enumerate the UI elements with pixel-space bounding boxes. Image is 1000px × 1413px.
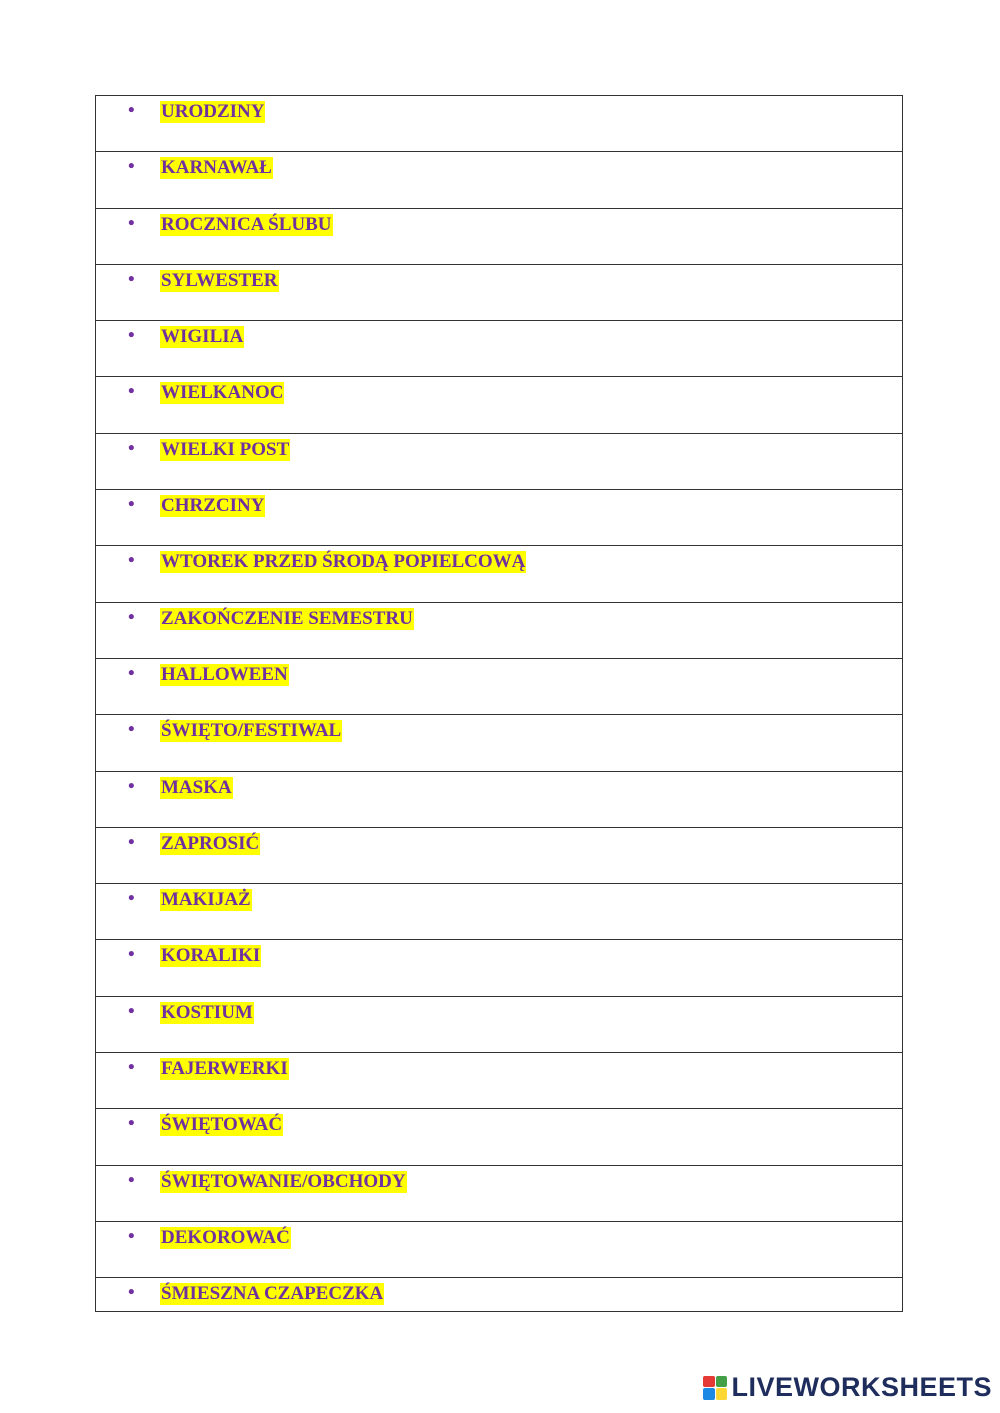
- logo-tile-red: [703, 1376, 715, 1388]
- vocabulary-term: ŚMIESZNA CZAPECZKA: [161, 1283, 384, 1305]
- vocabulary-term: CHRZCINY: [161, 495, 265, 517]
- vocabulary-term: ZAPROSIĆ: [161, 832, 260, 854]
- table-row: [96, 659, 902, 715]
- bullet: •: [128, 1225, 135, 1247]
- table-row: [96, 884, 902, 940]
- vocabulary-term: HALLOWEEN: [161, 663, 288, 685]
- vocabulary-term: URODZINY: [161, 101, 265, 122]
- bullet: •: [128, 1057, 135, 1079]
- table-row: [96, 1278, 902, 1311]
- table-row: [96, 96, 902, 152]
- vocabulary-term: DEKOROWAĆ: [161, 1226, 290, 1248]
- logo-tile-yellow: [716, 1388, 728, 1400]
- bullet: •: [128, 494, 135, 516]
- table-row: [96, 321, 902, 377]
- bullet: •: [128, 775, 135, 797]
- bullet: •: [128, 1113, 135, 1135]
- bullet: •: [128, 719, 135, 741]
- table-row: [96, 209, 902, 265]
- table-row: [96, 772, 902, 828]
- table-row: [96, 152, 902, 208]
- bullet: •: [128, 944, 135, 966]
- table-row: [96, 265, 902, 321]
- vocabulary-term: MAKIJAŻ: [161, 889, 251, 911]
- vocabulary-term: KOSTIUM: [161, 1001, 253, 1023]
- vocabulary-term: ŚWIĘTOWAĆ: [161, 1114, 283, 1136]
- vocabulary-term: WIGILIA: [161, 326, 244, 348]
- vocabulary-term: WIELKI POST: [161, 438, 290, 460]
- vocabulary-term: WTOREK PRZED ŚRODĄ POPIELCOWĄ: [161, 551, 526, 573]
- logo-tile-green: [716, 1376, 728, 1388]
- vocabulary-term: KARNAWAŁ: [161, 157, 272, 179]
- table-row: [96, 434, 902, 490]
- bullet: •: [128, 888, 135, 910]
- logo-tile-blue: [703, 1388, 715, 1400]
- bullet: •: [128, 381, 135, 403]
- vocabulary-term: WIELKANOC: [161, 382, 284, 404]
- table-row: [96, 377, 902, 433]
- vocabulary-table: [95, 95, 903, 1312]
- table-row: [96, 490, 902, 546]
- table-row: [96, 1222, 902, 1278]
- bullet: •: [128, 156, 135, 178]
- bullet: •: [128, 1282, 135, 1304]
- vocabulary-term: SYLWESTER: [161, 269, 278, 291]
- liveworksheets-logo-icon: [703, 1376, 727, 1400]
- bullet: •: [128, 1000, 135, 1022]
- brand-name: LIVEWORKSHEETS: [731, 1372, 992, 1402]
- bullet: •: [128, 550, 135, 572]
- bullet: •: [128, 268, 135, 290]
- table-row: [96, 997, 902, 1053]
- vocabulary-term: MASKA: [161, 776, 232, 798]
- vocabulary-term: ZAKOŃCZENIE SEMESTRU: [161, 607, 413, 629]
- table-row: [96, 940, 902, 996]
- bullet: •: [128, 100, 135, 121]
- table-row: [96, 1109, 902, 1165]
- bullet: •: [128, 212, 135, 234]
- table-row: [96, 828, 902, 884]
- bullet: •: [128, 606, 135, 628]
- vocabulary-term: ŚWIĘTO/FESTIWAL: [161, 720, 342, 742]
- table-row: [96, 603, 902, 659]
- bullet: •: [128, 662, 135, 684]
- bullet: •: [128, 831, 135, 853]
- table-row: [96, 715, 902, 771]
- vocabulary-term: ŚWIĘTOWANIE/OBCHODY: [161, 1170, 406, 1192]
- table-row: [96, 1166, 902, 1222]
- table-row: [96, 546, 902, 602]
- vocabulary-term: KORALIKI: [161, 945, 261, 967]
- bullet: •: [128, 437, 135, 459]
- vocabulary-term: ROCZNICA ŚLUBU: [161, 213, 332, 235]
- table-row: [96, 1053, 902, 1109]
- liveworksheets-brand: [703, 1372, 992, 1403]
- bullet: •: [128, 325, 135, 347]
- bullet: •: [128, 1169, 135, 1191]
- vocabulary-term: FAJERWERKI: [161, 1058, 288, 1080]
